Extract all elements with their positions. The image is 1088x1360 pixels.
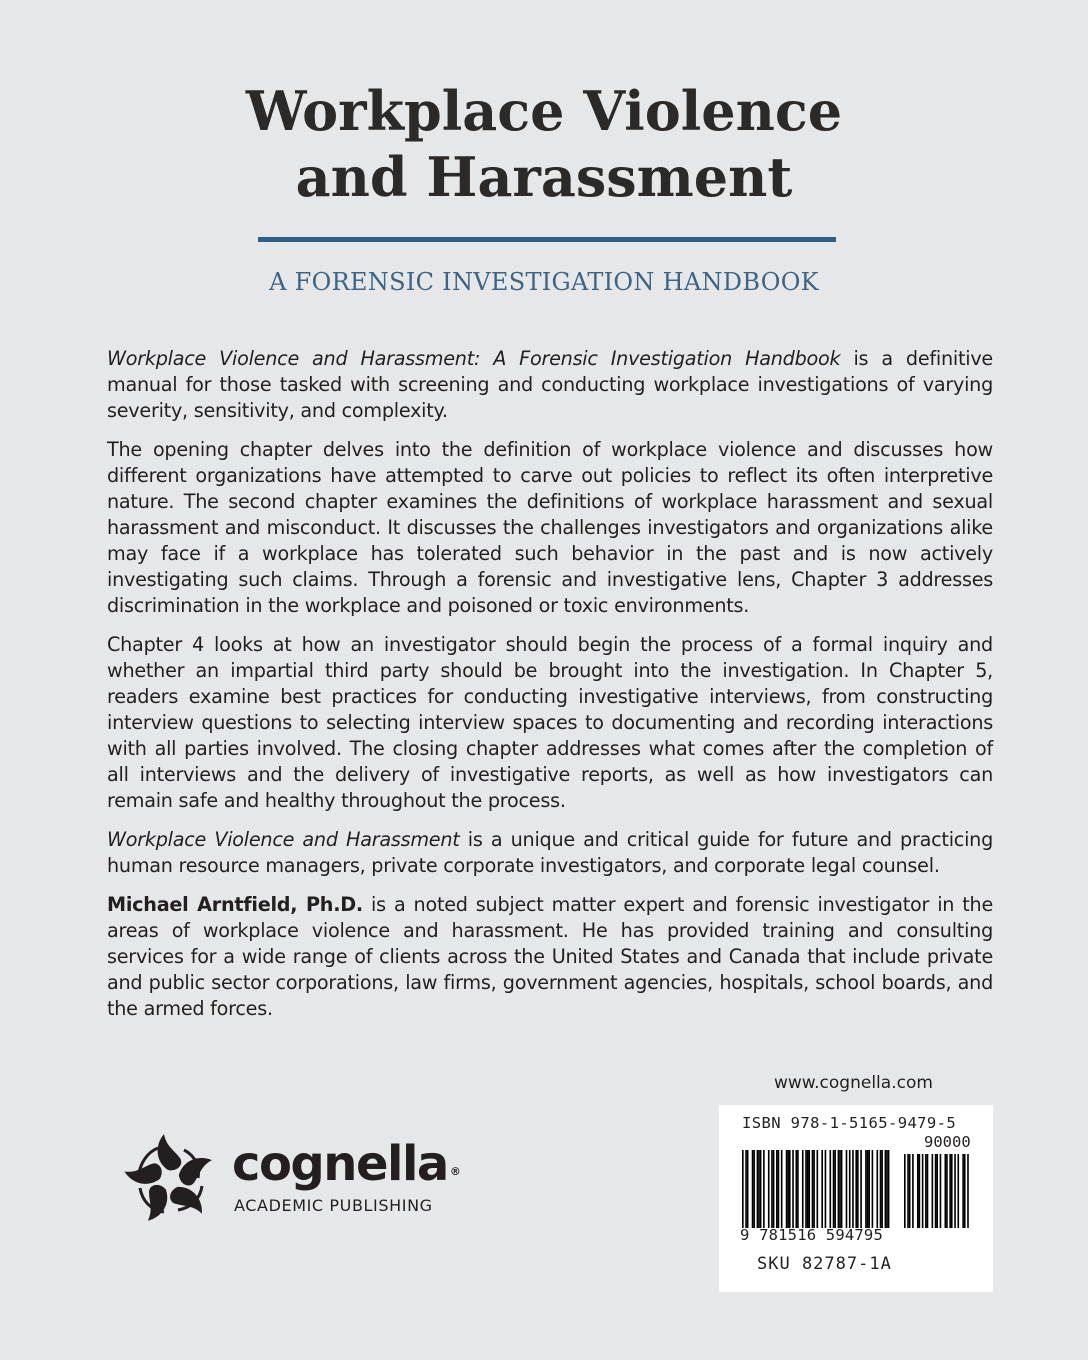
barcode-bar [907,1154,909,1228]
barcode-bar [757,1150,759,1228]
blurb-paragraph-2: The opening chapter delves into the definition of workplace violence and discusses how different organizations have attempted to carve out policies to reflect its often interpretive nature. The second chapter examines the definitions of workplace harassment and sexual harassment and misconduct. It discusses the challenges investigators and organizations alike may face if a workplace has tolerated such behavior in the past and is now actively investigating such claims. Through a forensic and investigative lens, Chapter 3 addresses discrimination in the workplace and poisoned or toxic environments. [107,438,993,617]
barcode-bar [946,1154,948,1228]
barcode-bar [795,1150,797,1228]
barcode-bar [792,1150,794,1228]
barcode-bar [868,1150,870,1228]
barcode-bar [807,1150,809,1228]
barcode-bar [885,1150,887,1228]
title-line-2: and Harassment [295,145,793,209]
blurb-text: is a definitive manual for those tasked with screening and conducting workplace investigations of varying severity, sensitivity, and complexity. [107,347,993,422]
barcode-bar [912,1154,914,1228]
barcode-bar [964,1154,966,1228]
barcode-bar [813,1150,815,1228]
barcode-bar [778,1150,780,1228]
barcode-bar [919,1154,921,1228]
barcode-bar [940,1154,942,1228]
barcode-bar [829,1150,831,1228]
barcode-bar [927,1154,929,1228]
barcode-bar [781,1150,783,1228]
barcode-bar [825,1150,827,1228]
barcode-bar [812,1150,814,1228]
barcode-bar [776,1150,778,1228]
barcode-bar [909,1154,911,1228]
barcode-bar [789,1150,791,1228]
barcode-bar [742,1150,744,1228]
barcode-bar [839,1150,841,1228]
barcode-bar [797,1150,799,1228]
isbn-label: ISBN 978-1-5165-9479-5 [742,1114,957,1132]
barcode-bar [846,1150,848,1228]
title-line-1: Workplace Violence [245,79,843,143]
barcode-bar [753,1150,755,1228]
barcode-bar [951,1154,953,1228]
blurb-text: is a unique and critical guide for future and practicing human resource managers, private corporate investigators, and corporate legal counsel. [107,828,993,877]
barcode-bar [752,1150,754,1228]
back-cover-blurb [107,346,993,1035]
registered-mark: ® [449,1165,461,1178]
barcode-bar [925,1154,927,1228]
author-bio [107,892,993,1022]
barcode-bar [771,1150,773,1228]
barcode-bar [876,1150,878,1228]
barcode-bar [805,1150,807,1228]
barcode-bar [821,1150,823,1228]
barcode-bar [922,1154,924,1228]
barcode-bar [967,1154,969,1228]
sku-label: SKU 82787-1A [757,1254,892,1274]
publisher-brand [232,1138,459,1190]
blurb-paragraph-4 [107,827,993,879]
barcode-bar [917,1154,919,1228]
barcode-bar [888,1150,890,1228]
barcode-bar [962,1154,964,1228]
barcode-bar [834,1150,836,1228]
barcode-bar [758,1150,760,1228]
ean-digits: 9 781516 594795 [740,1226,883,1244]
barcode-bar [745,1150,747,1228]
book-title [0,78,1088,210]
barcode-bar [747,1150,749,1228]
book-title-italic: Workplace Violence and Harassment [107,828,460,851]
barcode-bar [865,1150,867,1228]
book-title-italic: Workplace Violence and Harassment: A Forensic Investigation Handbook [107,347,841,370]
barcode-bar [768,1150,770,1228]
barcode-bar [857,1150,859,1228]
barcode-bar [760,1150,762,1228]
barcode-bar [849,1150,851,1228]
barcode-bar [949,1154,951,1228]
barcode-bar [935,1154,937,1228]
barcode-bar [957,1154,959,1228]
barcode-bar [833,1150,835,1228]
pinwheel-logo-icon [120,1130,220,1230]
brand-name: cognella [232,1136,448,1192]
blurb-paragraph-3: Chapter 4 looks at how an investigator should begin the process of a formal inquiry and whether an impartial third party should be brought into the investigation. In Chapter 5, readers examine best practices for conducting investigative interviews, from constructing interview questions to selecting interview spaces to documenting and recording interactions with all parties involved. The closing chapter addresses what comes after the completion of all interviews and the delivery of investigative reports, as well as how investigators can remain safe and healthy throughout the process. [107,633,993,812]
barcode-bar [763,1150,765,1228]
barcode-bar [886,1150,888,1228]
publisher-tagline: ACADEMIC PUBLISHING [234,1196,433,1215]
barcode-bar [867,1150,869,1228]
barcode-icon [742,1150,974,1230]
barcode-bar [841,1150,843,1228]
barcode-bar [872,1150,874,1228]
barcode-bar [880,1150,882,1228]
barcode-bar [787,1150,789,1228]
barcode-bar [773,1150,775,1228]
barcode-bar [932,1154,934,1228]
barcode-bar [904,1154,906,1228]
barcode-bar [860,1150,862,1228]
author-name: Michael Arntfield, Ph.D. [107,893,363,916]
book-subtitle: A FORENSIC INVESTIGATION HANDBOOK [269,268,819,296]
barcode-bar [852,1150,854,1228]
barcode-bar [855,1150,857,1228]
title-divider [258,237,836,242]
barcode-bar [838,1150,840,1228]
barcode-bar [817,1150,819,1228]
barcode-bar [802,1150,804,1228]
blurb-paragraph-1 [107,346,993,424]
barcode-bar [936,1154,938,1228]
price-code: 90000 [924,1133,971,1151]
barcode-bar [808,1150,810,1228]
barcode-bar [945,1154,947,1228]
author-bio-text: is a noted subject matter expert and forensic investigator in the areas of workplace violence and harassment. He has provided training and consulting services for a wide range of clients across the United States and Canada that include private and public sector corporations, law firms, government agencies, hospitals, school boards, and the armed forces. [107,893,994,1020]
barcode-bar [786,1150,788,1228]
publisher-website: www.cognella.com [774,1073,933,1093]
barcode-bar [881,1150,883,1228]
barcode-bar [954,1154,956,1228]
